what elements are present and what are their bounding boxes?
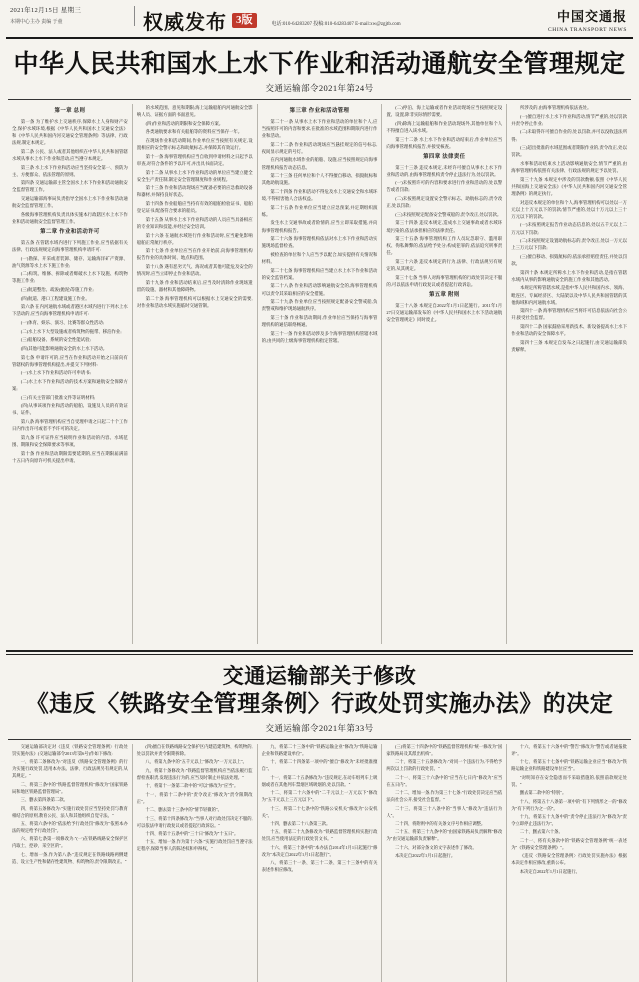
- paragraph: 十三、将第十四条修改为:"当事人对行政处罚决定不服的,可以依法申请行政复议或者提起行政诉讼。": [136, 815, 253, 828]
- paragraph: 第十二条 从事水上水下作业和活动的单位应当建立健全安全生产责任制,制定安全管理制度和作业规程。: [136, 169, 253, 182]
- paragraph: 各类通航要求和有关船舶等的资料应当保存一年。: [145, 129, 243, 135]
- article-one: [6, 49, 633, 644]
- paragraph: 被检查的单位和个人应当予以配合,如实提供有关情况和材料。: [261, 251, 378, 264]
- paragraph: 第二十七条 海事管理机构应当建立水上水下作业和活动的安全监管档案。: [261, 267, 378, 280]
- article-two-column-1: [8, 744, 133, 982]
- paragraph: (二)未按照规定设置助航标志的,责令改正,处以一万元以上三万元以下罚款;: [511, 238, 627, 251]
- paragraph: 第十四条 作业船舶应当持有有效的船舶检验证书、船舶登记证书,配备符合要求的船员。: [136, 201, 253, 214]
- paragraph: (一)擅自进行水上水下作业和活动,情节严重的,处以罚款并责令停止作业;: [511, 113, 627, 126]
- paragraph: 十五、增加一条,作为第十六条:"实施行政处罚应当遵守法定程序,保障当事人的陈述权和申辩权。": [136, 839, 253, 852]
- paragraph: (四)除海上运输船舶和作业活动现场外,其他单位和个人不得擅自进入该水域。: [386, 120, 503, 133]
- paragraph: 第十一条 海事管理机构应当自收到申请材料之日起予以审查,对符合条件的予以许可,并出具书面决定。: [136, 153, 253, 166]
- paragraph: 二十二、增加一条,作为第三十七条:"行政处罚决定应当依法向社会公开,接受社会监督。": [386, 790, 503, 803]
- paragraph: 第十七条 作业单位应当在作业开始前,向海事管理机构报告作业的具体时间、地点和范围。: [136, 248, 253, 261]
- masthead-title-block: [135, 6, 401, 35]
- paragraph: (一)未按照规定报告作业动态信息的,处以五千元以上二万元以下罚款;: [511, 222, 627, 235]
- paragraph: 七、增加一条,作为第八条:"违反规定在铁路线路两侧建造、设立生产性和储存性建筑物、构筑物的,责令限期改正。": [12, 851, 128, 864]
- paragraph: 五、将第六条中的"依法给予行政处罚"修改为"依照本办法的规定给予行政处罚"。: [12, 821, 128, 833]
- paragraph: (二)停泊、海上运输或者作业活动现场应当按照规定设置、设置,除非实际情形需要。: [386, 105, 503, 118]
- paragraph: (三)航道整治、疏浚(抛泥)等施工作业;: [20, 287, 94, 292]
- section-divider: [6, 650, 633, 655]
- section-title: 权威发布: [143, 10, 227, 34]
- article-one-column-4: [382, 104, 507, 644]
- paragraph: 十二、删去第十三条中的"情节轻微的"。: [145, 807, 222, 813]
- article-one-decree: 交通运输部令2021年第24号: [265, 83, 374, 93]
- paragraph: 第二十四条 作业和活动不得危及水上交通安全和水域环境,不得损害他人合法权益。: [261, 188, 378, 201]
- contact-line: 电话:010-64283207 投稿:010-64283407 E-mail:xw@zgjtb.com: [271, 21, 401, 27]
- paragraph: 第二十一条 从事水上水下作业和活动的单位和个人,应当按照许可的内容和要求,在批准的水域范围和期限内进行作业和活动。: [261, 118, 378, 138]
- article-two-column-5: [507, 744, 631, 982]
- paragraph: 二、将第三条中的"铁路监督管理机构"修改为"国家铁路局和地区铁路监督管理局"。: [12, 781, 128, 794]
- paragraph: 十、将第十一条第二款中的"可以"修改为"应当"。: [145, 783, 239, 789]
- paragraph: 第三十二条 水上水下作业和活动结束后,作业单位应当向海事管理机构报告,并接受核查。: [386, 136, 503, 149]
- paper-nameplate: [548, 6, 629, 33]
- article-two-headline-line2: 《违反〈铁路安全管理条例〉行政处罚实施办法》的决定: [25, 690, 614, 718]
- paragraph: (一)水上水下作业和活动许可申请书;: [20, 370, 91, 376]
- page-number-badge: 3版: [232, 13, 257, 27]
- paragraph: 第七条 申请许可的,应当在作业和活动开始之日前向有管辖权的海事管理机构提出,并提交下列材料:: [12, 354, 128, 367]
- chapter-heading: 第五章 附则: [428, 292, 460, 298]
- paragraph: (三)有关主管部门批准文件等证明材料;: [20, 394, 96, 400]
- paragraph: 十四、将第十五条中的"三十日"修改为"十五日"。: [145, 830, 239, 836]
- paragraph: 二十三、将第三十八条中的"当事人"修改为"违法行为人"。: [386, 805, 503, 818]
- paragraph: (四)从事该项作业和活动的船舶、设施及人员的有效证书、证件。: [12, 403, 128, 416]
- paragraph: 所涉及的,由海事管理机构依法查处。: [519, 105, 592, 110]
- paragraph: 水事和活动结束水上活动影响通航安全,情节严重的,由海事管理机构依照有关法律、行政法规的规定予以处罚。: [511, 160, 627, 173]
- paragraph: 第二十五条 作业单位应当建立应急预案,并定期组织演练。: [261, 204, 378, 217]
- article-two-column-2: [133, 744, 258, 982]
- article-one-column-5: [507, 104, 631, 644]
- paragraph: 第三十四条 违反本规定,造成水上交通事故或者水域环境污染的,依法承担相应的法律责任。: [386, 220, 503, 233]
- chapter-heading: 第一章 总则: [54, 108, 86, 114]
- paragraph: 十七、将第五十七条中的"铁路运输企业应当"修改为"铁路运输企业和铁路建设单位应当"。: [511, 759, 627, 772]
- paragraph: (四)作业和活动的期限和安全保障方案。: [145, 120, 224, 126]
- paragraph: (一)勘探、开采或者装卸、储存、运输海洋矿产资源、油气资源等水上水下施工作业;: [12, 255, 128, 268]
- paragraph: 在内河通航水域作业的船舶、设施,应当按照规定向海事管理机构报告动态信息。: [261, 157, 378, 170]
- paragraph: (四)其他可能影响通航安全的水上水下活动。: [20, 345, 108, 351]
- paragraph: (二)水上水下大型设施或者构筑物的拖带、移泊作业;: [20, 328, 122, 334]
- paragraph: 第四十条 本规定所称水上水下作业和活动,是指在管辖水域内从事的影响通航安全的施工作业和其他活动。: [511, 269, 627, 282]
- paragraph: 第二十三条 任何单位和个人不得擅自移动、损毁航标和其他助航设施。: [261, 173, 378, 186]
- paragraph: 八、将第三十一条、第三十二条、第三十三条中的有关表述作相应修改。: [261, 860, 378, 873]
- paragraph: 第三十九条 本规定中涉及的罚款数额,依照《中华人民共和国海上交通安全法》《中华人民共和国内河交通安全管理条例》的规定执行。: [511, 176, 627, 196]
- paper-name-cn: 中国交通报: [556, 9, 627, 24]
- paragraph: 十六、将第三十条中的"本办法自2014年1月1日起施行"修改为"本决定自2022年1月1日起施行"。: [261, 844, 378, 857]
- paragraph: (三)将第三十四条中的"铁路监督管理机构"统一修改为"国家铁路局及其派出机构"。: [386, 744, 503, 756]
- paragraph: 九、将第十条修改为:"铁路监督管理机构应当依法履行监督检查职责,发现违法行为的,应当及时制止并依法处理。": [136, 767, 253, 780]
- paragraph: (二)构筑、维修、拆除或者爆破水上水下设施、构筑物等施工作业;: [12, 271, 128, 284]
- chapter-heading: 第四章 法律责任: [423, 153, 466, 160]
- paragraph: 十八、将第五十八条第一项中的"有下列情形之一的"修改为"有下列行为之一的"。: [511, 798, 627, 811]
- paragraph: (一)体育、娱乐、演习、比赛等群众性活动;: [20, 320, 104, 325]
- paragraph: 第四十二条 国家鼓励采用新技术、新设备提高水上水下作业和活动的安全保障水平。: [511, 324, 627, 337]
- paragraph: 交通运输部决定对《违反〈铁路安全管理条例〉行政处罚实施办法》(交通运输部令2013年第6号)作如下修改:: [12, 744, 128, 756]
- paragraph: 发生水上交通事故或者险情的,应当立即采取措施,并向海事管理机构报告。: [261, 220, 378, 233]
- paragraph: 第三十六条 违反本规定的行为,法律、行政法规另有规定的,从其规定。: [386, 259, 503, 272]
- paragraph: 的水域范围、意见和期限;海上运输船舶内河通航安全影响人员、证据方面的书面意见。: [136, 105, 253, 118]
- paragraph: 十三、将第二十七条中的"铁路公安机关"修改为"公安机关"。: [261, 805, 378, 818]
- paragraph: 二十五、将第三十九条中的"由国家铁路局负责解释"修改为"由交通运输部负责解释"。: [386, 829, 503, 842]
- paragraph: 第三十五条 海事管理机构工作人员玩忽职守、滥用职权、徇私舞弊的,依法给予处分;构成犯罪的,依法追究刑事责任。: [386, 236, 503, 256]
- paragraph: (四)航道、港口工程建设施工作业。: [20, 295, 90, 301]
- paragraph: (一)未按照许可的内容和要求进行作业和活动的,处以警告或者罚款;: [386, 180, 503, 193]
- paragraph: 九、将第二十三条中的"铁路运输企业"修改为"铁路运输企业和铁路建设单位"。: [261, 744, 378, 756]
- paragraph: 十九、将第五十九条中的"责令停止违法行为"修改为"责令立即停止违法行为"。: [511, 814, 627, 827]
- paragraph: (三)超出批准的水域范围或者期限作业的,责令改正,处以罚款。: [511, 145, 627, 158]
- article-two-column-3: [258, 744, 383, 982]
- masthead: [6, 0, 633, 39]
- article-two: [6, 663, 633, 982]
- paragraph: 第二十九条 作业单位应当按照规定配备安全警戒船,负责警戒和维护现场通航秩序。: [261, 299, 378, 312]
- paragraph: 删去第二款中的"特别"。: [519, 790, 567, 796]
- paragraph: 第十三条 作业和活动现场应当配备必要的应急救助设备和器材,并保持良好状态。: [136, 185, 253, 198]
- paragraph: 第二条 公民、法人或者其他组织在中华人民共和国管辖水域从事水上水下作业和活动,应当遵守本规定。: [12, 148, 128, 161]
- paragraph: 二十四、将附则中的有关条文序号作相应调整。: [394, 821, 486, 827]
- paragraph: 第三十八条 本规定自2022年1月1日起施行。2011年1月27日交通运输部发布的《中华人民共和国水上水下活动通航安全管理规定》同时废止。: [386, 302, 503, 322]
- paper-name-en: CHINA TRANSPORT NEWS: [547, 27, 627, 33]
- paragraph: 八、将第九条中的"五千元以上"修改为"一万元以上"。: [145, 759, 247, 765]
- paragraph: 交通运输部海事局负责指导全国水上水下作业和活动通航安全监督管理工作。: [12, 196, 128, 209]
- paragraph: "对明知存在安全隐患而不采取措施的,依照前款规定处罚。": [511, 774, 627, 787]
- paragraph: 第三十一条 作业和活动涉及多个海事管理机构管辖水域的,由共同的上级海事管理机构指定管辖。: [261, 330, 378, 343]
- article-two-headline-line1: 交通运输部关于修改: [222, 663, 417, 688]
- paragraph: 十六、将第五十六条中的"警告"修改为"警告或者通报批评"。: [511, 744, 627, 756]
- article-two-column-4: [382, 744, 507, 982]
- masthead-date-block: [10, 6, 135, 26]
- chapter-heading: 第二章 作业和活动许可: [40, 229, 100, 235]
- article-one-column-3: [258, 104, 383, 644]
- paragraph: 第九条 许可证件应当载明作业和活动的内容、水域范围、期限和安全保障要求等事项。: [12, 434, 128, 447]
- paragraph: 二十一、将有关条款中的"铁路安全管理条例"统一表述为"《铁路安全管理条例》"。: [511, 837, 627, 850]
- article-one-headline: 中华人民共和国水上水下作业和活动通航安全管理规定: [13, 49, 626, 78]
- paragraph: 《违反〈铁路安全管理条例〉行政处罚实施办法》根据本决定作相应修改,重新公布。: [511, 853, 627, 866]
- paragraph: 在现场作业和活动期间,作业单位应当按照有关规定,设置相应的安全警示标志和助航标志,并保障其有效运行。: [136, 138, 253, 151]
- paragraph: 第三十七条 当事人对海事管理机构的行政处罚决定不服的,可以依法申请行政复议或者提起行政诉讼。: [386, 274, 503, 287]
- paragraph: 第一条 为了维护水上交通秩序,保障水上人身和财产安全,保护水域环境,根据《中华人民共和国水上交通安全法》和《中华人民共和国内河交通安全管理条例》等法律、行政法规,制定本规定。: [12, 118, 128, 146]
- paragraph: 本决定自2022年1月1日起施行。: [519, 868, 580, 874]
- paragraph: 第十六条 在通航水域进行作业和活动时,应当避免影响船舶正常航行秩序。: [136, 232, 253, 245]
- paragraph: 四、将第五条修改为:"实施行政处罚应当坚持处罚与教育相结合的原则,教育公民、法人和其他组织自觉守法。": [12, 805, 128, 818]
- paragraph: 第四十一条 海事管理机构应当将许可信息依法向社会公开,接受社会监督。: [511, 308, 627, 321]
- paragraph: 第四条 交通运输部主管全国水上水下作业和活动通航安全监督管理工作。: [12, 180, 128, 193]
- paragraph: 第五条 在管辖水域内进行下列施工作业,应当依据有关法律、行政法规规定向海事管理机构申请许可:: [12, 239, 128, 252]
- paragraph: 第八条 海事管理机构应当自受理申请之日起二十个工作日内作出许可或者不予许可的决定。: [12, 419, 128, 432]
- paragraph: 二十、删去第六十条。: [519, 829, 563, 835]
- paragraph: 第十八条 遇有恶劣天气、海况或者其他可能危及安全的情况时,应当立即停止作业和活动。: [136, 264, 253, 277]
- chapter-heading: 第三章 作业和活动管理: [289, 108, 350, 114]
- article-two-columns: [8, 744, 631, 982]
- paragraph: 第二十六条 海事管理机构依法对水上水下作业和活动实施现场监督检查。: [261, 236, 378, 249]
- paragraph: 十二、将第二十六条中的"二千元以上一万元以下"修改为"五千元以上三万元以下"。: [261, 790, 378, 803]
- paragraph: (三)未按照规定配备安全警戒船的,责令改正,处以罚款。: [395, 211, 502, 217]
- editor-line: 本期中心主办 责编 于童: [10, 19, 63, 25]
- article-one-columns: [8, 104, 631, 644]
- paragraph: 第二十二条 作业和活动现场应当悬挂规定的信号标志,夜间显示规定的号灯。: [261, 141, 378, 154]
- paragraph: 第二十八条 作业和活动影响通航安全的,海事管理机构可以责令其采取相应的安全措施。: [261, 283, 378, 296]
- paragraph: 十一、将第十二条中的"责令改正"修改为"责令限期改正"。: [136, 791, 253, 804]
- paragraph: 第三十三条 违反本规定,未经许可擅自从事水上水下作业和活动的,由海事管理机构责令停止违法行为,处以罚款。: [386, 164, 503, 177]
- paragraph: 一、将第二条修改为:"对违反《铁路安全管理条例》的行为实施行政处罚,适用本办法。法律、行政法规另有规定的,从其规定。": [12, 759, 128, 779]
- paragraph: 第四十三条 本规定自发布之日起施行,由交通运输部负责解释。: [511, 339, 627, 352]
- paragraph: (二)未按照规定设置安全警示标志、助航标志的,责令改正,处以罚款;: [386, 196, 503, 209]
- paragraph: 对违反本规定的单位和个人,海事管理机构可以处以一万元以上十万元以下的罚款;情节严重的,处以十万元以上三十万元以下的罚款。: [511, 199, 627, 219]
- paragraph: 十五、将第二十九条修改为:"铁路监督管理机构实施行政处罚,应当使用法定的行政处罚文书。": [261, 829, 378, 842]
- paragraph: 第三条 水上水下作业和活动应当坚持安全第一、预防为主、方便群众、依法管理的原则。: [12, 164, 128, 177]
- paragraph: 二十、将第三十五条修改为:"对同一个违法行为,不得给予两次以上罚款的行政处罚。": [386, 759, 503, 772]
- paragraph: 十、将第二十四条第一项中的"擅自"修改为"未经批准擅自"。: [261, 759, 378, 772]
- article-one-column-1: [8, 104, 133, 644]
- paragraph: 第三十条 作业和活动期间,作业单位应当保持与海事管理机构的通信联络畅通。: [261, 314, 378, 327]
- article-one-column-2: [133, 104, 258, 644]
- article-two-decree: 交通运输部令2021年第33号: [265, 723, 374, 733]
- divider-rule: [8, 739, 631, 740]
- paragraph: 本决定自2022年1月1日起施行。: [394, 853, 456, 859]
- paragraph: 第十九条 作业和活动结束后,应当及时清除作业现场遗留的设施、器材和其他障碍物。: [136, 279, 253, 292]
- publish-date: 2021年12月15日 星期三: [10, 7, 82, 14]
- paragraph: (四)擅自在铁路线路安全保护区内建造建筑物、构筑物的,处以罚款并责令限期拆除。: [136, 744, 253, 756]
- paragraph: 二十六、对部分条文的文字表述作了修改。: [394, 844, 477, 850]
- paragraph: (二)水上水下作业和活动的技术方案和通航安全保障方案;: [12, 378, 128, 391]
- paragraph: 三、删去第四条第二款。: [20, 797, 68, 803]
- paragraph: 第十五条 从事水上水下作业和活动的人员应当具备相应的专业知识和技能,并经过安全培训。: [136, 216, 253, 229]
- paragraph: 本规定所称管辖水域,是指中华人民共和国内水、领海、毗连区、专属经济区、大陆架以及中华人民共和国管辖的其他海域和内河通航水域。: [511, 285, 627, 305]
- paragraph: 十四、删去第二十八条第三款。: [270, 821, 331, 827]
- paragraph: 第二十条 海事管理机构可以根据水上交通安全的需要,对作业和活动水域实施临时交通管制。: [136, 295, 253, 308]
- paragraph: (三)船舶设备、系统的安全性能试验;: [20, 337, 91, 343]
- divider-rule: [8, 99, 631, 100]
- paragraph: 第十条 作业和活动期限需要延期的,应当在期限届满前十五日内向原许可机关提出申请。: [12, 450, 128, 463]
- paragraph: 二十一、将第三十六条中的"应当在七日内"修改为"应当在五日内"。: [386, 774, 503, 787]
- paragraph: 十一、将第二十五条修改为:"违反规定,在动车组列车上吸烟或者在其他列车禁烟区域吸烟的,处以罚款。": [261, 774, 378, 787]
- paragraph: (二)未取得许可擅自作业的,处以罚款,并可以没收违法所得;: [511, 129, 627, 142]
- paragraph: (三)擅自移动、损毁航标的,依法承担赔偿责任,并处以罚款。: [511, 253, 627, 266]
- paragraph: 第六条 在内河通航水域或者港区水域内进行下列水上水下活动的,应当向海事管理机构申请许可:: [12, 304, 128, 317]
- paragraph: 各级海事管理机构负责具体实施本行政辖区水上水下作业和活动通航安全监督管理工作。: [12, 211, 128, 224]
- paragraph: 六、将第七条第一项修改为:"(一)在铁路线路安全保护区内取土、挖砂、采空区的"。: [12, 836, 128, 849]
